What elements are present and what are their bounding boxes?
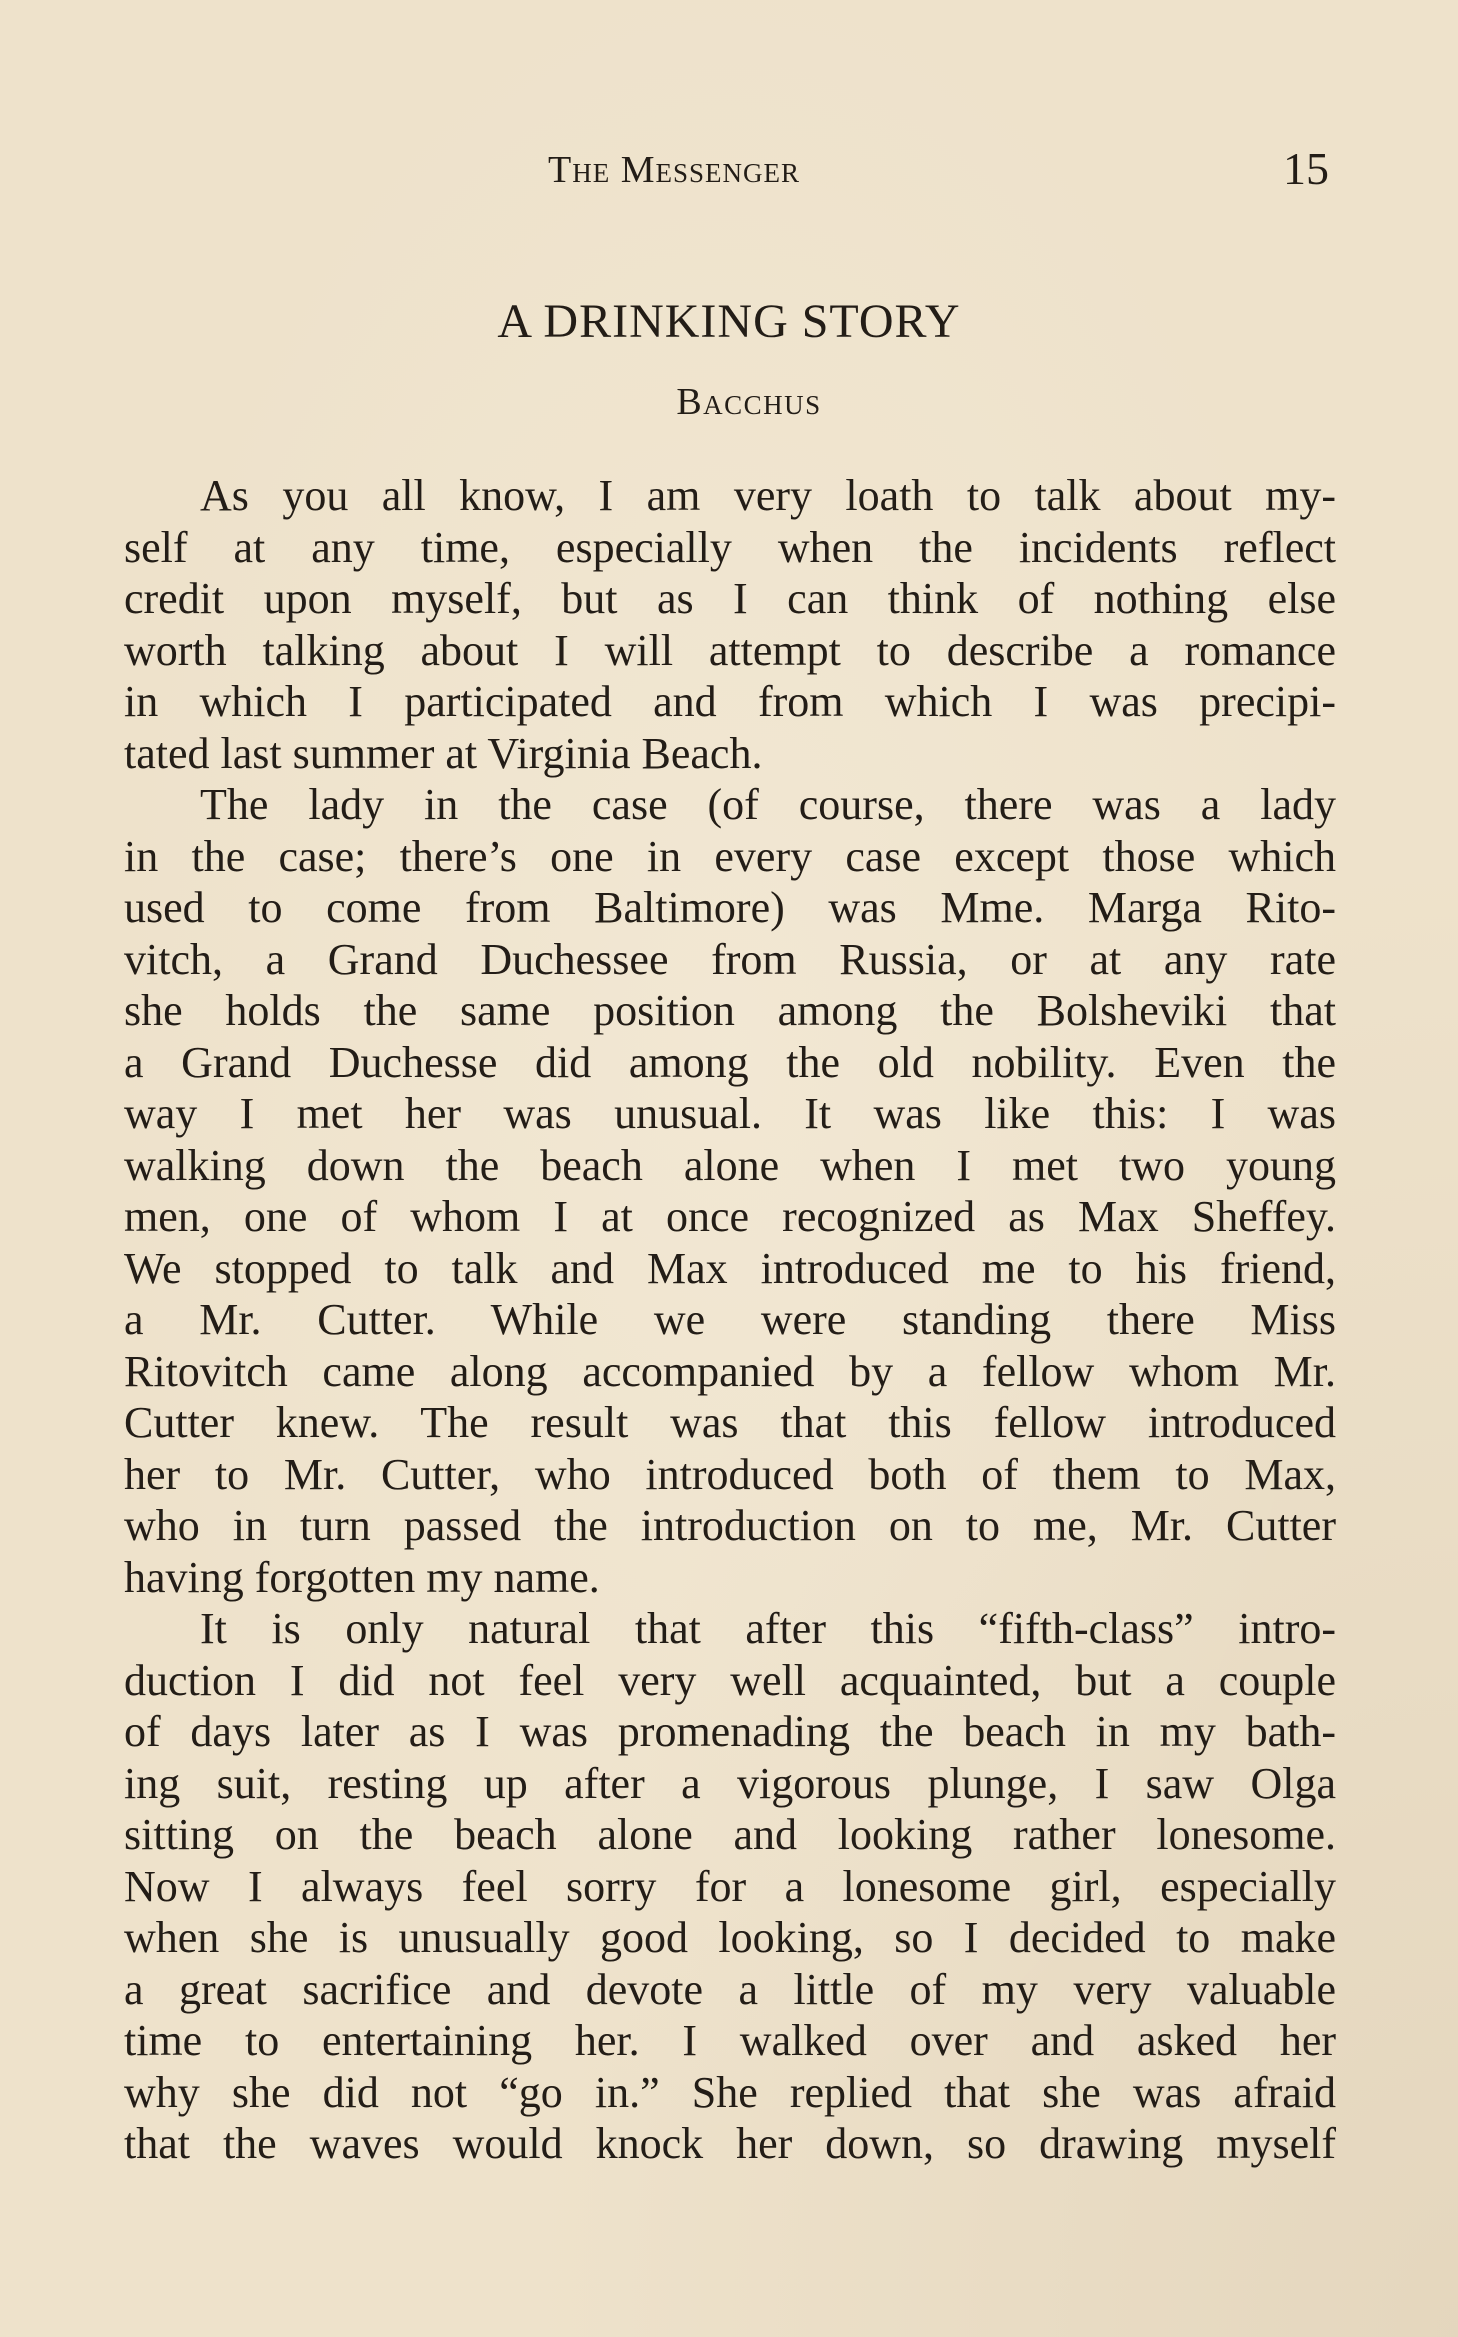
text-line: when she is unusually good looking, so I decided to make bbox=[124, 1913, 1336, 1962]
text-line: a Mr. Cutter. While we were standing there Miss bbox=[124, 1295, 1336, 1344]
text-line: We stopped to talk and Max introduced me to his friend, bbox=[124, 1243, 1336, 1293]
text-line: walking down the beach alone when I met two young bbox=[124, 1140, 1336, 1190]
text-line: The lady in the case (of course, there was a lady bbox=[200, 780, 1336, 829]
text-line: It is only natural that after this “fifth-class” intro- bbox=[200, 1604, 1336, 1653]
text-line: Now I always feel sorry for a lonesome girl, especially bbox=[124, 1861, 1336, 1911]
text-line: time to entertaining her. I walked over and asked her bbox=[124, 2016, 1336, 2065]
article-author: Bacchus bbox=[676, 381, 822, 423]
text-line: why she did not “go in.” She replied that she was afraid bbox=[124, 2067, 1336, 2117]
text-line: that the waves would knock her down, so drawing myself bbox=[124, 2119, 1336, 2168]
text-line: sitting on the beach alone and looking rather lonesome. bbox=[124, 1810, 1336, 1859]
text-line: worth talking about I will attempt to describe a romance bbox=[124, 625, 1336, 675]
text-line: ing suit, resting up after a vigorous plunge, I saw Olga bbox=[124, 1758, 1336, 1808]
text-line: having forgotten my name. bbox=[124, 1552, 600, 1602]
text-line: who in turn passed the introduction on to me, Mr. Cutter bbox=[124, 1501, 1336, 1550]
article-title: A DRINKING STORY bbox=[497, 295, 961, 348]
text-line: credit upon myself, but as I can think of nothing else bbox=[124, 574, 1336, 623]
text-line: duction I did not feel very well acquainted, but a couple bbox=[124, 1655, 1336, 1705]
text-line: used to come from Baltimore) was Mme. Marga Rito- bbox=[124, 883, 1336, 932]
page-number: 15 bbox=[1283, 143, 1329, 194]
text-line: self at any time, especially when the incidents reflect bbox=[124, 522, 1336, 572]
text-line: tated last summer at Virginia Beach. bbox=[124, 728, 763, 778]
text-line: a Grand Duchesse did among the old nobility. Even the bbox=[124, 1037, 1336, 1087]
text-line: way I met her was unusual. It was like this: I was bbox=[124, 1089, 1336, 1138]
text-line: men, one of whom I at once recognized as Max Sheffey. bbox=[124, 1192, 1336, 1241]
text-line: a great sacrifice and devote a little of my very valuable bbox=[124, 1964, 1336, 2014]
text-line: As you all know, I am very loath to talk about my- bbox=[200, 471, 1336, 520]
running-head: The Messenger bbox=[548, 149, 801, 191]
text-line: in the case; there’s one in every case except those which bbox=[124, 831, 1336, 881]
text-line: vitch, a Grand Duchessee from Russia, or at any rate bbox=[124, 934, 1336, 984]
text-line: of days later as I was promenading the beach in my bath- bbox=[124, 1707, 1336, 1756]
text-line: her to Mr. Cutter, who introduced both of them to Max, bbox=[124, 1449, 1336, 1499]
text-line: Cutter knew. The result was that this fellow introduced bbox=[124, 1398, 1336, 1447]
text-line: she holds the same position among the Bolsheviki that bbox=[124, 986, 1336, 1035]
text-line: Ritovitch came along accompanied by a fellow whom Mr. bbox=[124, 1346, 1336, 1396]
text-line: in which I participated and from which I was precipi- bbox=[124, 677, 1336, 726]
article-body bbox=[124, 470, 1336, 2170]
